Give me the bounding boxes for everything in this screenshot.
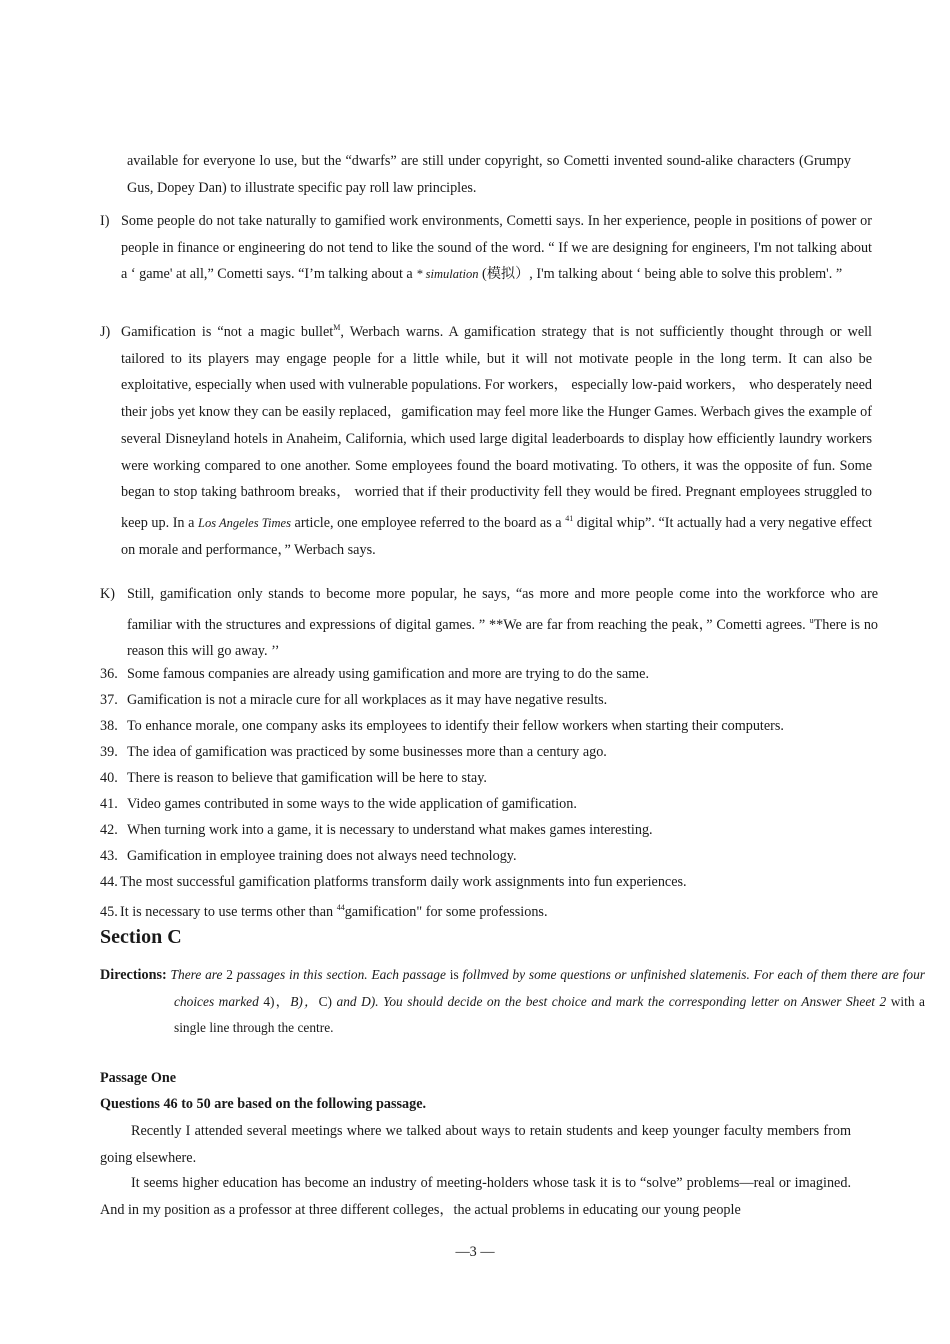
paragraph-text: digital whip”. “It actually had a very negative effect on morale and performance，” Werbach says. [121, 514, 872, 558]
passage-title: Passage One [100, 1070, 177, 1086]
directions-text: is [449, 967, 459, 982]
directions-text: 2 [226, 967, 233, 982]
question-item [100, 846, 851, 866]
question-text: There is reason to believe that gamification will be here to stay. [127, 770, 487, 786]
directions-text: There are [170, 967, 227, 982]
question-text: gamification" for some professions. [344, 904, 548, 920]
paragraph-text: , Werbach warns. A gamification strategy that is not sufficiently thought through or well tailored to its players may engage people for a little while, but it will not motivate people in the long term. It can also be exploitative, especially when used with vulnerable populations. For workers， especially low-paid workers， who desperately need their jobs yet know they can be easily replaced，gamification may feel more like the Hunger Games. Werbach gives the example of several Disneyland hotels in Anaheim, California, which used large digital leaderboards to display how efficiently laundry workers were working compared to one another. Some employees found the board motivating. To others, it was the opposite of fun. Some began to stop taking bathroom breaks， worried that if their productivity fell they would be fired. Pregnant employees struggled to keep up. In a [121, 324, 872, 531]
emphasis-text: * simulation [416, 267, 479, 282]
question-item [100, 716, 851, 736]
paragraph-label: K) [100, 586, 115, 602]
question-number: 41. [100, 796, 118, 812]
question-item [100, 794, 851, 814]
directions-text: with a single line through the centre. [174, 993, 925, 1036]
question-text: Gamification is not a miracle cure for all workplaces as it may have negative results. [127, 692, 608, 708]
question-text: Video games contributed in some ways to the wide application of gamification. [127, 796, 577, 812]
question-text: To enhance morale, one company asks its employees to identify their fellow workers when starting their computers. [127, 718, 784, 734]
question-number: 45. [100, 904, 118, 920]
question-number: 42. [100, 822, 118, 838]
question-number: 38. [100, 718, 118, 734]
newspaper-title: Los Angeles Times [198, 515, 291, 530]
question-number: 40. [100, 770, 118, 786]
question-text: Some famous companies are already using gamification and more are trying to do the same. [127, 666, 650, 682]
question-text: The idea of gamification was practiced by some businesses more than a century ago. [127, 744, 607, 760]
question-item [100, 690, 851, 710]
paragraph-text: Some people do not take naturally to gamified work environments, Cometti says. In her experience, people in positions of power or people in finance or engineering do not tend to like the sound of the word. “ If we are designing for engineers, I'm not talking about a ‘ game' at all,” Cometti says. “I’m talking about a [121, 213, 872, 283]
directions-text: B)， [290, 993, 319, 1009]
directions-text: and D). You should decide on the best choice and mark the corresponding letter on Answer Sheet 2 [336, 993, 887, 1009]
question-number: 43. [100, 848, 118, 864]
question-text: When turning work into a game, it is necessary to understand what makes games interesting. [127, 822, 653, 838]
passage-paragraph [100, 1170, 851, 1223]
question-number: 37. [100, 692, 118, 708]
passage-text: Recently I attended several meetings where we talked about ways to retain students and keep younger faculty members from going elsewhere. [100, 1123, 851, 1166]
directions-text: 4)， [263, 993, 291, 1009]
paragraph-i [100, 208, 872, 288]
question-item [100, 742, 851, 762]
passage-paragraph [100, 1118, 851, 1171]
section-heading: Section C [100, 926, 182, 948]
directions-label: Directions: [100, 967, 167, 983]
superscript-mark: M [333, 323, 341, 332]
question-item [100, 768, 851, 788]
question-text: It is necessary to use terms other than [120, 904, 337, 920]
paragraph-text: article, one employee referred to the board as a [290, 514, 566, 531]
paragraph-text: available for everyone lo use, but the “dwarfs” are still under copyright, so Cometti invented sound-alike characters (Grumpy Gus, Dopey Dan) to illustrate specific pay roll law principles. [127, 153, 851, 196]
paragraph-text: Still, gamification only stands to become more popular, he says, “as more and more people come into the workforce who are familiar with the structures and expressions of digital games. ” **We are far from reaching the peak，” Cometti agrees. [127, 586, 878, 633]
question-text: The most successful gamification platforms transform daily work assignments into fun experiences. [120, 874, 687, 890]
superscript-mark: 41 [565, 513, 574, 523]
paragraph-j [100, 315, 872, 563]
question-item [100, 820, 851, 840]
question-number: 39. [100, 744, 118, 760]
paragraph-h-continuation [127, 148, 851, 201]
question-item [100, 898, 851, 922]
paragraph-text: (模拟）, I'm talking about ‘ being able to solve this problem'. ” [478, 266, 843, 283]
question-item [100, 872, 851, 892]
paragraph-k [100, 581, 878, 665]
paragraph-text: There is no reason this will go away. ’’ [127, 616, 879, 660]
question-text: Gamification in employee training does not always need technology. [127, 848, 517, 864]
questions-range: Questions 46 to 50 are based on the following passage. [100, 1096, 427, 1112]
passage-text: It seems higher education has become an industry of meeting-holders whose task it is to “solve” problems—real or imagined. And in my position as a professor at three different colleges，the actual problems in educating our young people [100, 1175, 851, 1218]
directions-text: follmved by some questions or unfinished slatemenis. For each of them there are four choices marked [174, 967, 926, 1009]
question-number: 44. [100, 874, 118, 890]
paragraph-label: J) [100, 324, 111, 340]
directions-text: passages in this section. Each passage [232, 967, 450, 982]
directions-text: C) [318, 993, 337, 1009]
paragraph-text: Gamification is “not a magic bullet [121, 324, 334, 340]
question-number: 36. [100, 666, 118, 682]
directions-block [100, 962, 925, 1042]
paragraph-label: I) [100, 213, 110, 229]
superscript-mark: 44 [336, 903, 345, 912]
page-number: —3 — [455, 1244, 495, 1260]
question-item [100, 664, 851, 684]
superscript-mark: u [809, 615, 814, 625]
